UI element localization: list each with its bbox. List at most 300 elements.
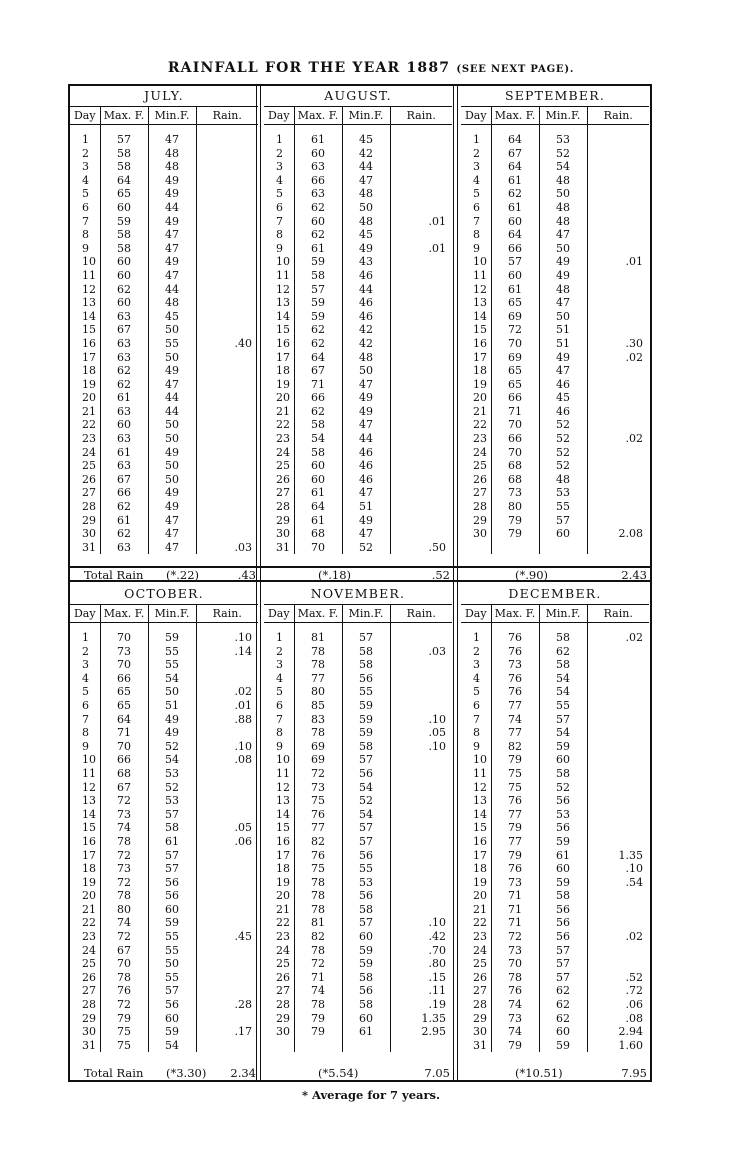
min-temp-cell: 49	[148, 713, 196, 727]
day-cell: 3	[276, 658, 283, 672]
max-temp-cell: 60	[491, 269, 539, 283]
max-temp-cell: 61	[491, 174, 539, 188]
table-row	[264, 527, 452, 541]
month-block	[70, 86, 258, 554]
max-temp-cell: 70	[491, 337, 539, 351]
day-cell: 9	[82, 241, 89, 255]
rain-cell	[587, 228, 649, 242]
table-row	[461, 971, 649, 985]
table-row	[264, 446, 452, 460]
max-temp-cell: 82	[294, 835, 342, 849]
min-temp-cell: 47	[148, 514, 196, 528]
table-row	[461, 767, 649, 781]
min-temp-cell: 48	[539, 283, 587, 297]
min-temp-cell: 44	[148, 391, 196, 405]
day-cell: 8	[473, 228, 480, 242]
day-cell: 28	[82, 998, 96, 1012]
max-temp-cell: 63	[100, 337, 148, 351]
min-temp-cell: 57	[148, 849, 196, 863]
min-temp-cell: 49	[148, 446, 196, 460]
rain-cell	[587, 459, 649, 473]
max-temp-cell: 63	[100, 432, 148, 446]
rain-cell	[196, 269, 258, 283]
min-temp-cell: 54	[148, 672, 196, 686]
min-temp-cell: 55	[148, 930, 196, 944]
day-cell: 1	[276, 631, 283, 644]
day-cell: 24	[82, 445, 96, 459]
max-temp-cell: 64	[294, 351, 342, 365]
max-temp-cell: 67	[100, 323, 148, 337]
rain-cell	[587, 269, 649, 283]
day-cell: 21	[82, 404, 96, 418]
rain-cell	[196, 876, 258, 890]
max-temp-cell: 64	[294, 500, 342, 514]
day-cell: 29	[473, 1011, 487, 1025]
min-temp-cell: 57	[539, 514, 587, 528]
max-temp-cell: 76	[491, 685, 539, 699]
min-temp-cell: 45	[342, 228, 390, 242]
min-temp-cell: 48	[148, 147, 196, 161]
max-temp-cell: 75	[491, 767, 539, 781]
day-cell: 16	[276, 336, 290, 350]
month-total	[84, 1066, 256, 1080]
rain-cell: .10	[390, 916, 452, 930]
table-row	[70, 713, 258, 727]
table-row	[70, 310, 258, 324]
table-row	[70, 753, 258, 767]
day-cell: 31	[473, 1038, 487, 1052]
max-temp-cell: 60	[100, 201, 148, 215]
day-cell: 18	[473, 862, 487, 876]
min-temp-cell: 47	[148, 228, 196, 242]
rain-cell	[196, 364, 258, 378]
day-cell: 11	[82, 766, 96, 780]
max-temp-cell: 78	[100, 889, 148, 903]
min-temp-cell: 51	[539, 323, 587, 337]
max-temp-cell: 73	[491, 658, 539, 672]
rain-cell: .02	[587, 432, 649, 446]
min-temp-cell: 57	[148, 984, 196, 998]
page-title	[0, 60, 742, 76]
table-row	[461, 351, 649, 365]
day-cell: 9	[82, 739, 89, 753]
rain-cell	[390, 821, 452, 835]
rain-cell	[587, 781, 649, 795]
day-cell: 25	[473, 957, 487, 971]
min-temp-cell: 46	[539, 378, 587, 392]
table-row	[70, 699, 258, 713]
max-temp-cell: 69	[491, 351, 539, 365]
min-temp-cell: 56	[539, 794, 587, 808]
day-cell: 27	[276, 486, 290, 500]
table-row	[70, 957, 258, 971]
day-cell: 14	[473, 807, 487, 821]
min-temp-cell: 57	[342, 631, 390, 645]
day-cell: 13	[82, 794, 96, 808]
day-cell: 15	[276, 323, 290, 337]
day-cell: 16	[82, 834, 96, 848]
max-temp-cell: 63	[100, 310, 148, 324]
max-temp-cell: 71	[491, 889, 539, 903]
rain-cell: .03	[196, 541, 258, 555]
table-row	[264, 767, 452, 781]
max-temp-cell: 74	[294, 984, 342, 998]
table-row	[461, 418, 649, 432]
day-cell: 3	[276, 160, 283, 174]
min-temp-cell: 55	[539, 500, 587, 514]
table-row	[461, 658, 649, 672]
table-row	[461, 1039, 649, 1053]
min-temp-cell: 57	[539, 957, 587, 971]
day-cell: 6	[82, 698, 89, 712]
day-cell: 20	[276, 889, 290, 903]
rain-cell	[390, 201, 452, 215]
day-cell: 11	[82, 268, 96, 282]
max-temp-cell: 54	[294, 432, 342, 446]
column-header-max: Max. F.	[294, 107, 342, 125]
total-value: .43	[237, 568, 256, 582]
table-row	[264, 310, 452, 324]
table-row	[264, 889, 452, 903]
table-row	[70, 889, 258, 903]
max-temp-cell: 81	[294, 916, 342, 930]
max-temp-cell: 79	[491, 821, 539, 835]
min-temp-cell: 50	[148, 432, 196, 446]
day-cell: 6	[473, 698, 480, 712]
rain-cell	[196, 473, 258, 487]
min-temp-cell: 51	[148, 699, 196, 713]
rain-cell	[587, 808, 649, 822]
max-temp-cell: 61	[491, 283, 539, 297]
min-temp-cell: 49	[148, 364, 196, 378]
column-header-max: Max. F.	[294, 605, 342, 623]
min-temp-cell: 55	[342, 862, 390, 876]
min-temp-cell: 57	[539, 971, 587, 985]
day-cell: 7	[276, 712, 283, 726]
table-row	[461, 916, 649, 930]
max-temp-cell: 68	[294, 527, 342, 541]
table-row	[461, 944, 649, 958]
min-temp-cell: 47	[539, 296, 587, 310]
rain-cell	[390, 255, 452, 269]
rain-cell	[390, 174, 452, 188]
day-cell: 1	[473, 631, 480, 644]
table-row	[70, 514, 258, 528]
min-temp-cell: 50	[539, 242, 587, 256]
rain-cell: .72	[587, 984, 649, 998]
day-cell: 18	[276, 862, 290, 876]
min-temp-cell: 50	[148, 473, 196, 487]
table-row	[70, 971, 258, 985]
max-temp-cell: 78	[294, 876, 342, 890]
rain-cell	[196, 500, 258, 514]
min-temp-cell: 56	[539, 916, 587, 930]
day-cell: 24	[276, 445, 290, 459]
day-cell: 3	[82, 160, 89, 174]
day-cell: 6	[82, 200, 89, 214]
day-cell: 26	[82, 970, 96, 984]
max-temp-cell: 75	[100, 1039, 148, 1053]
spacer-row	[264, 125, 452, 134]
min-temp-cell: 58	[148, 821, 196, 835]
day-cell: 16	[276, 834, 290, 848]
max-temp-cell: 62	[100, 500, 148, 514]
rain-cell	[587, 699, 649, 713]
max-temp-cell: 78	[294, 889, 342, 903]
month-name: JULY.	[144, 88, 184, 103]
rain-cell	[390, 753, 452, 767]
rain-cell: .42	[390, 930, 452, 944]
max-temp-cell: 85	[294, 699, 342, 713]
rain-cell	[390, 767, 452, 781]
rain-cell	[390, 337, 452, 351]
min-temp-cell: 58	[342, 998, 390, 1012]
table-row	[461, 849, 649, 863]
rain-cell: .08	[196, 753, 258, 767]
day-cell: 12	[82, 282, 96, 296]
table-row	[264, 903, 452, 917]
max-temp-cell: 60	[294, 459, 342, 473]
min-temp-cell: 49	[342, 391, 390, 405]
table-row	[70, 174, 258, 188]
table-row	[70, 486, 258, 500]
min-temp-cell: 57	[342, 753, 390, 767]
day-cell: 8	[276, 726, 283, 740]
day-cell: 19	[473, 377, 487, 391]
table-row	[264, 781, 452, 795]
day-cell: 4	[82, 173, 89, 187]
rain-cell	[587, 201, 649, 215]
month-table	[461, 604, 649, 1052]
min-temp-cell: 52	[539, 446, 587, 460]
rain-cell	[587, 378, 649, 392]
month-separator	[260, 84, 261, 1082]
day-cell: 29	[82, 513, 96, 527]
rain-cell	[196, 486, 258, 500]
max-temp-cell: 81	[294, 631, 342, 645]
max-temp-cell: 74	[100, 916, 148, 930]
column-header-day: Day	[70, 605, 100, 623]
day-cell: 17	[473, 848, 487, 862]
rain-cell	[196, 971, 258, 985]
day-cell: 22	[276, 916, 290, 930]
min-temp-cell: 50	[342, 201, 390, 215]
min-temp-cell: 55	[148, 658, 196, 672]
rain-cell	[390, 228, 452, 242]
min-temp-cell: 50	[342, 364, 390, 378]
rain-cell: .01	[390, 242, 452, 256]
max-temp-cell: 59	[294, 296, 342, 310]
min-temp-cell: 48	[539, 174, 587, 188]
max-temp-cell: 60	[100, 269, 148, 283]
day-cell: 1	[82, 631, 89, 644]
table-row	[264, 1012, 452, 1026]
max-temp-cell: 71	[491, 405, 539, 419]
table-row	[264, 998, 452, 1012]
rain-cell	[390, 781, 452, 795]
total-value: 7.05	[424, 1066, 450, 1080]
max-temp-cell: 75	[100, 1025, 148, 1039]
max-temp-cell: 73	[100, 645, 148, 659]
day-cell: 7	[473, 712, 480, 726]
rain-cell	[587, 944, 649, 958]
min-temp-cell: 49	[539, 255, 587, 269]
min-temp-cell: 49	[539, 351, 587, 365]
rain-cell	[196, 405, 258, 419]
min-temp-cell: 52	[342, 794, 390, 808]
rain-cell	[587, 835, 649, 849]
rain-cell: .02	[587, 351, 649, 365]
table-row	[461, 514, 649, 528]
column-header-rain: Rain.	[390, 107, 452, 125]
max-temp-cell: 67	[100, 944, 148, 958]
min-temp-cell: 49	[148, 215, 196, 229]
day-cell: 18	[473, 364, 487, 378]
day-cell: 5	[82, 685, 89, 699]
total-average: (*5.54)	[318, 1066, 359, 1080]
max-temp-cell: 76	[491, 984, 539, 998]
day-cell: 25	[82, 459, 96, 473]
min-temp-cell: 55	[148, 645, 196, 659]
day-cell: 2	[82, 644, 89, 658]
table-row	[70, 432, 258, 446]
min-temp-cell: 59	[342, 944, 390, 958]
max-temp-cell: 77	[491, 835, 539, 849]
max-temp-cell: 71	[100, 726, 148, 740]
column-header-day: Day	[264, 605, 294, 623]
max-temp-cell: 79	[491, 1039, 539, 1053]
rain-cell: .54	[587, 876, 649, 890]
rain-cell	[196, 808, 258, 822]
table-row	[461, 133, 649, 147]
table-row	[461, 337, 649, 351]
table-row	[461, 685, 649, 699]
min-temp-cell: 49	[148, 187, 196, 201]
min-temp-cell: 56	[342, 889, 390, 903]
month-separator	[453, 84, 454, 1082]
day-cell: 21	[82, 902, 96, 916]
rain-cell	[390, 862, 452, 876]
day-cell: 9	[473, 241, 480, 255]
rain-cell	[196, 514, 258, 528]
table-row	[461, 781, 649, 795]
rain-cell	[390, 486, 452, 500]
min-temp-cell: 59	[539, 876, 587, 890]
day-cell: 1	[473, 133, 480, 146]
rain-cell	[196, 418, 258, 432]
max-temp-cell: 74	[100, 821, 148, 835]
rain-cell	[587, 486, 649, 500]
max-temp-cell: 75	[294, 862, 342, 876]
table-row	[461, 459, 649, 473]
min-temp-cell: 53	[148, 767, 196, 781]
table-row	[461, 255, 649, 269]
max-temp-cell: 70	[491, 418, 539, 432]
min-temp-cell: 50	[539, 187, 587, 201]
min-temp-cell: 60	[148, 903, 196, 917]
max-temp-cell: 67	[100, 781, 148, 795]
rain-cell: .88	[196, 713, 258, 727]
rain-cell	[196, 527, 258, 541]
max-temp-cell: 76	[491, 672, 539, 686]
rain-cell	[390, 849, 452, 863]
max-temp-cell: 76	[491, 645, 539, 659]
max-temp-cell: 60	[294, 473, 342, 487]
rain-cell	[390, 160, 452, 174]
min-temp-cell: 50	[148, 459, 196, 473]
day-cell: 3	[473, 160, 480, 174]
table-row	[264, 916, 452, 930]
min-temp-cell: 55	[342, 685, 390, 699]
rain-cell	[587, 514, 649, 528]
rain-cell: .15	[390, 971, 452, 985]
table-row	[461, 631, 649, 645]
day-cell: 13	[276, 296, 290, 310]
table-row	[70, 672, 258, 686]
max-temp-cell: 64	[100, 713, 148, 727]
rain-cell	[390, 296, 452, 310]
day-cell: 20	[473, 391, 487, 405]
month-name: SEPTEMBER.	[504, 88, 606, 103]
month-table	[264, 604, 452, 1052]
table-row	[461, 160, 649, 174]
max-temp-cell: 77	[294, 672, 342, 686]
max-temp-cell: 74	[491, 713, 539, 727]
rain-cell	[196, 283, 258, 297]
table-row	[264, 984, 452, 998]
rain-cell: .05	[196, 821, 258, 835]
min-temp-cell: 58	[342, 971, 390, 985]
rain-cell: 2.08	[587, 527, 649, 541]
max-temp-cell: 60	[294, 147, 342, 161]
rain-cell: 1.60	[587, 1039, 649, 1053]
min-temp-cell: 48	[342, 351, 390, 365]
total-average: (*10.51)	[515, 1066, 563, 1080]
max-temp-cell: 60	[100, 296, 148, 310]
table-row	[461, 228, 649, 242]
rain-cell	[390, 794, 452, 808]
max-temp-cell: 63	[100, 405, 148, 419]
day-cell: 20	[82, 391, 96, 405]
max-temp-cell: 60	[294, 215, 342, 229]
max-temp-cell: 61	[491, 201, 539, 215]
table-row	[70, 187, 258, 201]
column-header-day: Day	[461, 605, 491, 623]
day-cell: 15	[82, 821, 96, 835]
min-temp-cell: 56	[342, 984, 390, 998]
table-row	[70, 269, 258, 283]
max-temp-cell: 73	[100, 808, 148, 822]
month-name: DECEMBER.	[508, 586, 602, 601]
max-temp-cell: 78	[294, 658, 342, 672]
max-temp-cell: 76	[491, 862, 539, 876]
day-cell: 2	[473, 146, 480, 160]
day-cell: 29	[276, 1011, 290, 1025]
max-temp-cell: 72	[491, 323, 539, 337]
max-temp-cell: 72	[100, 930, 148, 944]
min-temp-cell: 56	[148, 889, 196, 903]
table-row	[264, 500, 452, 514]
table-row	[70, 821, 258, 835]
table-row	[264, 672, 452, 686]
max-temp-cell: 62	[294, 337, 342, 351]
max-temp-cell: 73	[491, 944, 539, 958]
rain-cell	[587, 446, 649, 460]
day-cell: 31	[82, 540, 96, 554]
table-row	[70, 160, 258, 174]
table-row	[461, 201, 649, 215]
day-cell: 5	[276, 685, 283, 699]
